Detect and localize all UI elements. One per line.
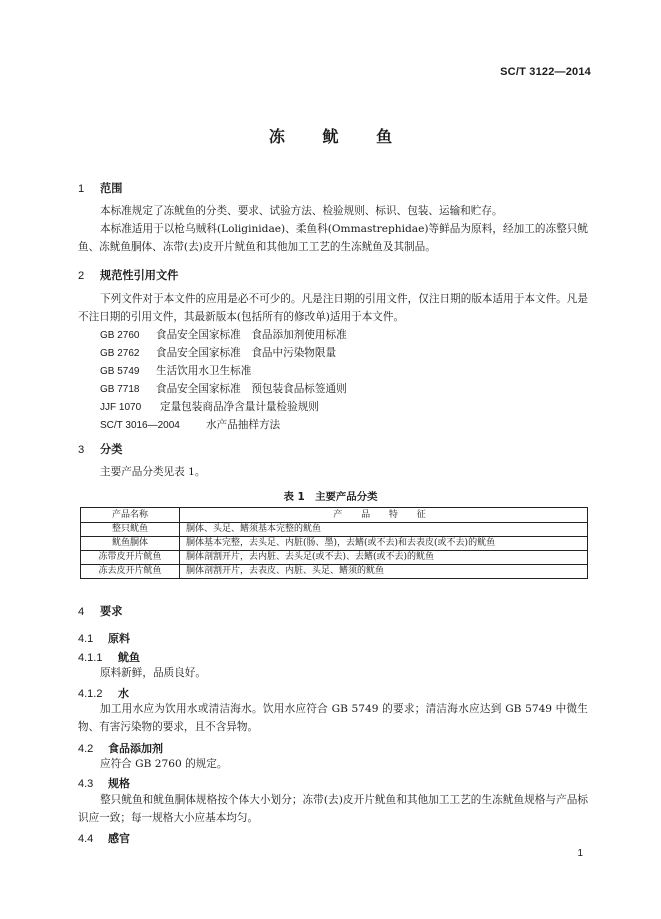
reference-item [100, 363, 251, 378]
section-1-paragraph-1: 本标准规定了冻鱿鱼的分类、要求、试验方法、检验规则、标识、包装、运输和贮存。 [100, 205, 503, 217]
reference-title: 食品安全国家标准 预包装食品标签通则 [156, 383, 347, 395]
subsection-title: 水 [118, 687, 129, 700]
subsection-4-1-2-heading [78, 685, 129, 701]
section-title: 要求 [100, 605, 123, 618]
subsection-number: 4.3 [78, 778, 94, 790]
table-row [81, 537, 588, 551]
reference-item [100, 417, 280, 432]
product-feature-cell: 胴体基本完整，去头足、内脏(肠、墨)，去鳍(或不去)和去表皮(或不去)的鱿鱼 [180, 537, 588, 551]
reference-item [100, 399, 319, 414]
subsection-number: 4.1.2 [78, 688, 103, 700]
table-row [81, 565, 588, 579]
reference-item [100, 345, 336, 360]
subsection-4-1-1-heading [78, 649, 140, 665]
standard-code: SC/T 3122—2014 [500, 66, 591, 78]
subsection-title: 鱿鱼 [118, 651, 140, 664]
subsection-number: 4.1 [78, 633, 94, 645]
document-title: 冻 鱿 鱼 [268, 127, 409, 146]
reference-title: 食品安全国家标准 食品添加剂使用标准 [156, 329, 347, 341]
reference-title: 定量包装商品净含量计量检验规则 [160, 401, 319, 413]
table-caption: 表 1 主要产品分类 [283, 491, 378, 503]
subsection-4-1-1-paragraph: 原料新鲜，品质良好。 [100, 667, 206, 679]
subsection-4-3-paragraph: 整只鱿鱼和鱿鱼胴体规格按个体大小划分；冻带(去)皮开片鱿鱼和其他加工工艺的生冻鱿鱼规格与产品标识应一致；每一规格大小应基本均匀。 [78, 794, 588, 824]
subsection-4-2-heading [78, 740, 163, 756]
subsection-4-3-heading [78, 775, 130, 791]
section-1-paragraph-2: 本标准适用于以枪乌贼科(Loliginidae)、柔鱼科(Ommastrephidae)等鲜品为原料，经加工的冻整只鱿鱼、冻鱿鱼胴体、冻带(去)皮开片鱿鱼和其他加工工艺的生冻鱿鱼及其制品。 [78, 223, 588, 253]
subsection-title: 规格 [108, 777, 130, 790]
reference-item [100, 327, 347, 342]
column-header-product-name: 产品名称 [81, 508, 180, 523]
section-number: 2 [78, 270, 85, 282]
reference-code: JJF 1070 [100, 402, 142, 413]
page-number: 1 [577, 848, 583, 859]
subsection-4-2-paragraph: 应符合 GB 2760 的规定。 [100, 758, 228, 770]
product-classification-table [80, 507, 588, 579]
section-3-paragraph: 主要产品分类见表 1。 [100, 466, 206, 478]
section-number: 3 [78, 444, 85, 456]
section-4-heading [78, 603, 122, 619]
product-feature-cell: 胴体剖割开片，去表皮、内脏、头足、鳍须的鱿鱼 [180, 565, 588, 579]
subsection-number: 4.2 [78, 743, 94, 755]
section-number: 1 [78, 183, 85, 195]
section-number: 4 [78, 606, 85, 618]
product-feature-cell: 胴体剖割开片，去内脏、去头足(或不去)、去鳍(或不去)的鱿鱼 [180, 551, 588, 565]
product-name-cell: 冻带皮开片鱿鱼 [81, 551, 180, 565]
section-3-heading [78, 441, 122, 457]
table-header-row [81, 508, 588, 523]
reference-title: 水产品抽样方法 [206, 419, 281, 431]
reference-title: 食品安全国家标准 食品中污染物限量 [156, 347, 337, 359]
subsection-number: 4.4 [78, 833, 94, 845]
section-2-paragraph: 下列文件对于本文件的应用是必不可少的。凡是注日期的引用文件，仅注日期的版本适用于本文件。凡是不注日期的引用文件，其最新版本(包括所有的修改单)适用于本文件。 [78, 293, 588, 323]
subsection-4-1-heading [78, 630, 130, 646]
section-1-heading [78, 180, 122, 196]
reference-code: GB 7718 [100, 384, 140, 395]
subsection-number: 4.1.1 [78, 652, 103, 664]
subsection-title: 原料 [108, 632, 130, 645]
reference-item [100, 381, 347, 396]
table-row [81, 551, 588, 565]
reference-title: 生活饮用水卫生标准 [156, 365, 252, 377]
reference-code: GB 2762 [100, 348, 140, 359]
section-title: 分类 [100, 443, 123, 456]
section-title: 范围 [100, 182, 123, 195]
product-feature-cell: 胴体、头足、鳍须基本完整的鱿鱼 [180, 523, 588, 537]
reference-code: GB 5749 [100, 366, 140, 377]
subsection-4-4-heading [78, 830, 130, 846]
reference-code: SC/T 3016—2004 [100, 420, 180, 431]
subsection-title: 感官 [108, 832, 130, 845]
subsection-title: 食品添加剂 [108, 742, 163, 755]
table-row [81, 523, 588, 537]
product-name-cell: 冻去皮开片鱿鱼 [81, 565, 180, 579]
subsection-4-1-2-paragraph: 加工用水应为饮用水或清洁海水。饮用水应符合 GB 5749 的要求；清洁海水应达到 GB 5749 中微生物、有害污染物的要求，且不含异物。 [78, 703, 588, 733]
section-2-heading [78, 267, 178, 283]
product-name-cell: 整只鱿鱼 [81, 523, 180, 537]
section-title: 规范性引用文件 [100, 269, 179, 282]
column-header-feature: 产 品 特 征 [180, 508, 588, 523]
product-name-cell: 鱿鱼胴体 [81, 537, 180, 551]
reference-code: GB 2760 [100, 330, 140, 341]
